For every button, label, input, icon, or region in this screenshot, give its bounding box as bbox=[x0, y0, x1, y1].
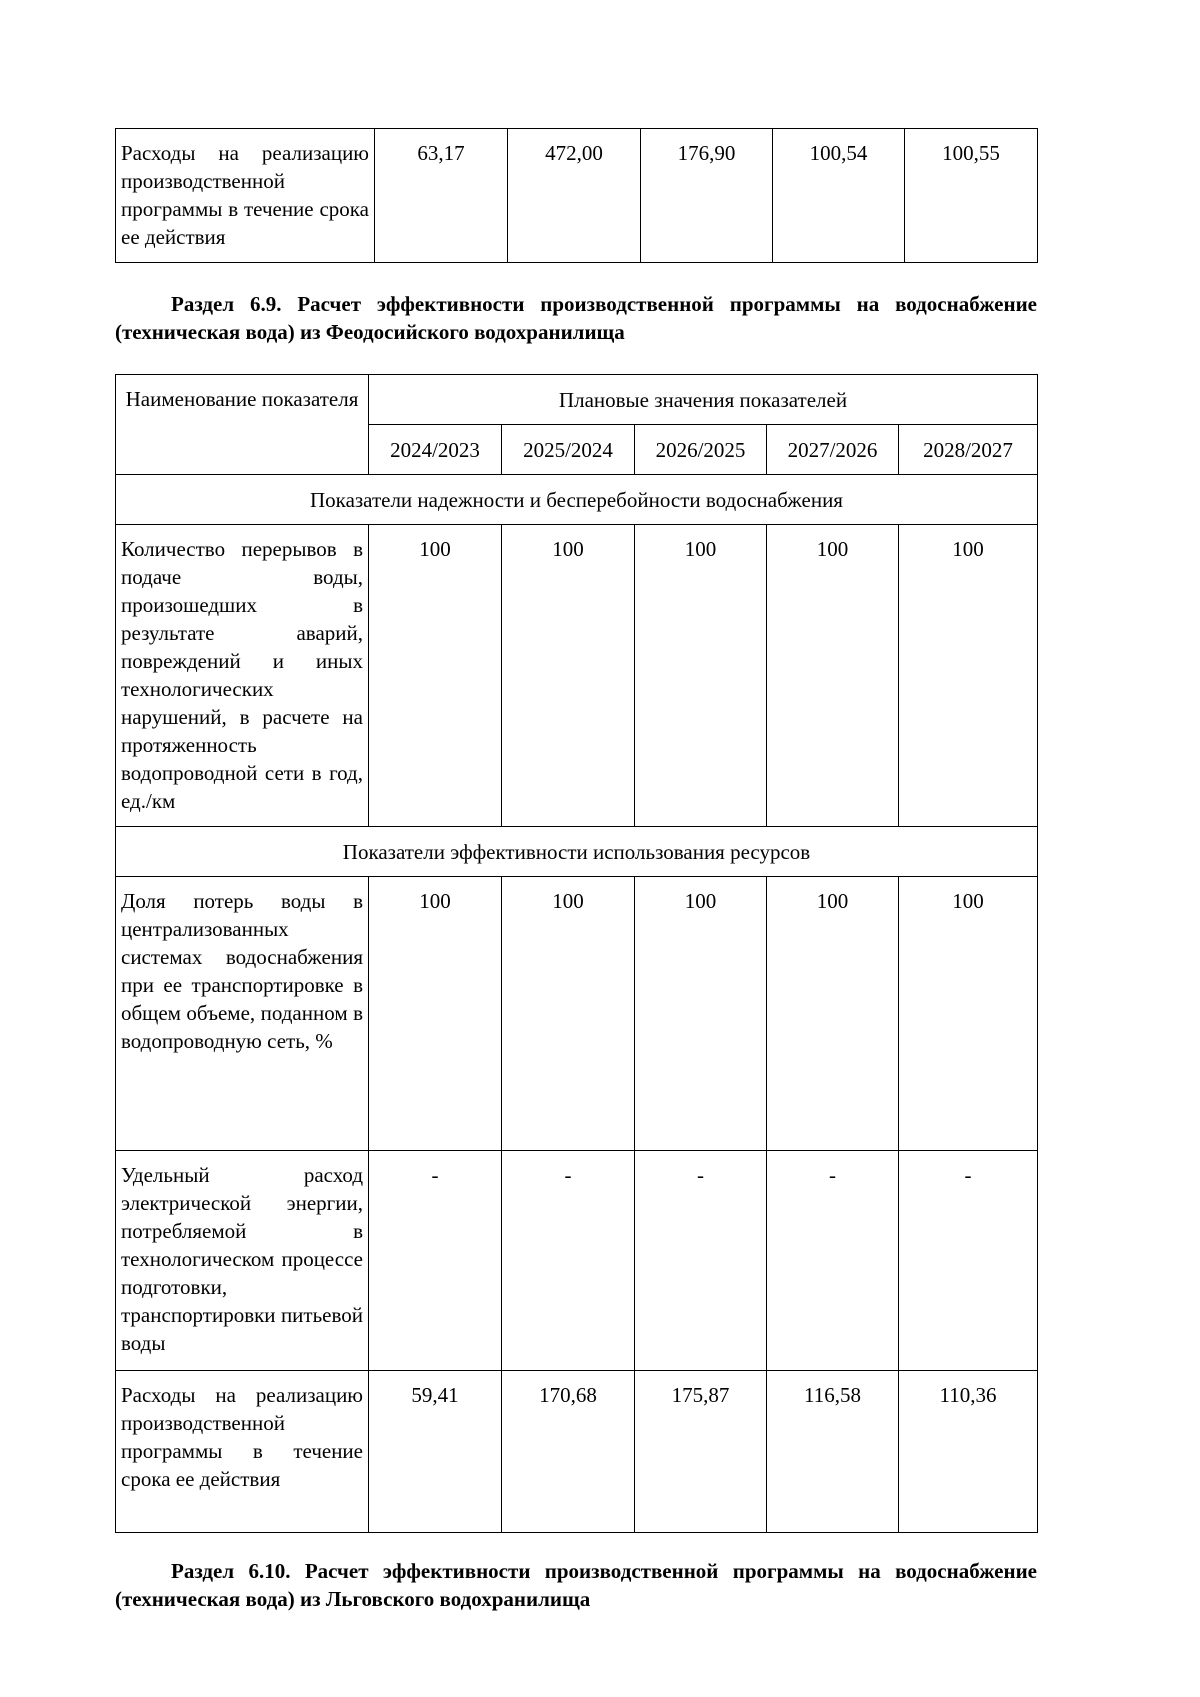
value-cell: 170,68 bbox=[502, 1371, 635, 1533]
group-title: Показатели эффективности использования ресурсов bbox=[116, 827, 1038, 877]
indicators-table bbox=[115, 374, 1038, 1533]
value-cell: 100 bbox=[369, 525, 502, 827]
section-heading: Раздел 6.9. Расчет эффективности производственной программы на водоснабжение (техническая вода) из Феодосийского водохранилища bbox=[115, 292, 1037, 344]
value-cell: 100 bbox=[767, 525, 899, 827]
value-cell: - bbox=[767, 1151, 899, 1371]
value-cell: 100 bbox=[767, 877, 899, 1151]
indicator-name: Доля потерь воды в централизованных системах водоснабжения при ее транспортировке в общем объеме, поданном в водопроводную сеть, % bbox=[116, 877, 369, 1151]
table-row bbox=[116, 1371, 1038, 1533]
value-cell: - bbox=[899, 1151, 1038, 1371]
section-heading: Раздел 6.10. Расчет эффективности производственной программы на водоснабжение (техническая вода) из Льговского водохранилища bbox=[115, 1559, 1037, 1611]
indicator-name: Расходы на реализацию производственной программы в течение срока ее действия bbox=[116, 129, 375, 263]
table-row bbox=[116, 877, 1038, 1151]
table-row bbox=[116, 525, 1038, 827]
header-year: 2026/2025 bbox=[635, 425, 767, 475]
value-cell: 175,87 bbox=[635, 1371, 767, 1533]
value-cell: 472,00 bbox=[508, 129, 641, 263]
header-year: 2027/2026 bbox=[767, 425, 899, 475]
header-plan-group: Плановые значения показателей bbox=[369, 375, 1038, 425]
table-row bbox=[116, 1151, 1038, 1371]
value-cell: 100 bbox=[635, 877, 767, 1151]
value-cell: 100 bbox=[899, 525, 1038, 827]
value-cell: 59,41 bbox=[369, 1371, 502, 1533]
value-cell: 100 bbox=[502, 525, 635, 827]
value-cell: 100,55 bbox=[905, 129, 1038, 263]
value-cell: 116,58 bbox=[767, 1371, 899, 1533]
indicator-name: Количество перерывов в подаче воды, произошедших в результате аварий, повреждений и иных технологических нарушений, в расчете на протяженность водопроводной сети в год, ед./км bbox=[116, 525, 369, 827]
value-cell: 176,90 bbox=[641, 129, 773, 263]
value-cell: 110,36 bbox=[899, 1371, 1038, 1533]
value-cell: 100,54 bbox=[773, 129, 905, 263]
value-cell: 63,17 bbox=[375, 129, 508, 263]
header-name-column: Наименование показателя bbox=[116, 375, 369, 475]
header-year: 2025/2024 bbox=[502, 425, 635, 475]
indicator-name: Удельный расход электрической энергии, потребляемой в технологическом процессе подготовки, транспортировки питьевой воды bbox=[116, 1151, 369, 1371]
continued-table bbox=[115, 128, 1038, 263]
group-row bbox=[116, 475, 1038, 525]
value-cell: 100 bbox=[635, 525, 767, 827]
group-row bbox=[116, 827, 1038, 877]
value-cell: 100 bbox=[899, 877, 1038, 1151]
table-header-row bbox=[116, 375, 1038, 425]
header-year: 2028/2027 bbox=[899, 425, 1038, 475]
value-cell: - bbox=[502, 1151, 635, 1371]
header-year: 2024/2023 bbox=[369, 425, 502, 475]
indicator-name: Расходы на реализацию производственной программы в течение срока ее действия bbox=[116, 1371, 369, 1533]
group-title: Показатели надежности и бесперебойности водоснабжения bbox=[116, 475, 1038, 525]
value-cell: 100 bbox=[369, 877, 502, 1151]
table-row bbox=[116, 129, 1038, 263]
value-cell: - bbox=[635, 1151, 767, 1371]
value-cell: 100 bbox=[502, 877, 635, 1151]
value-cell: - bbox=[369, 1151, 502, 1371]
